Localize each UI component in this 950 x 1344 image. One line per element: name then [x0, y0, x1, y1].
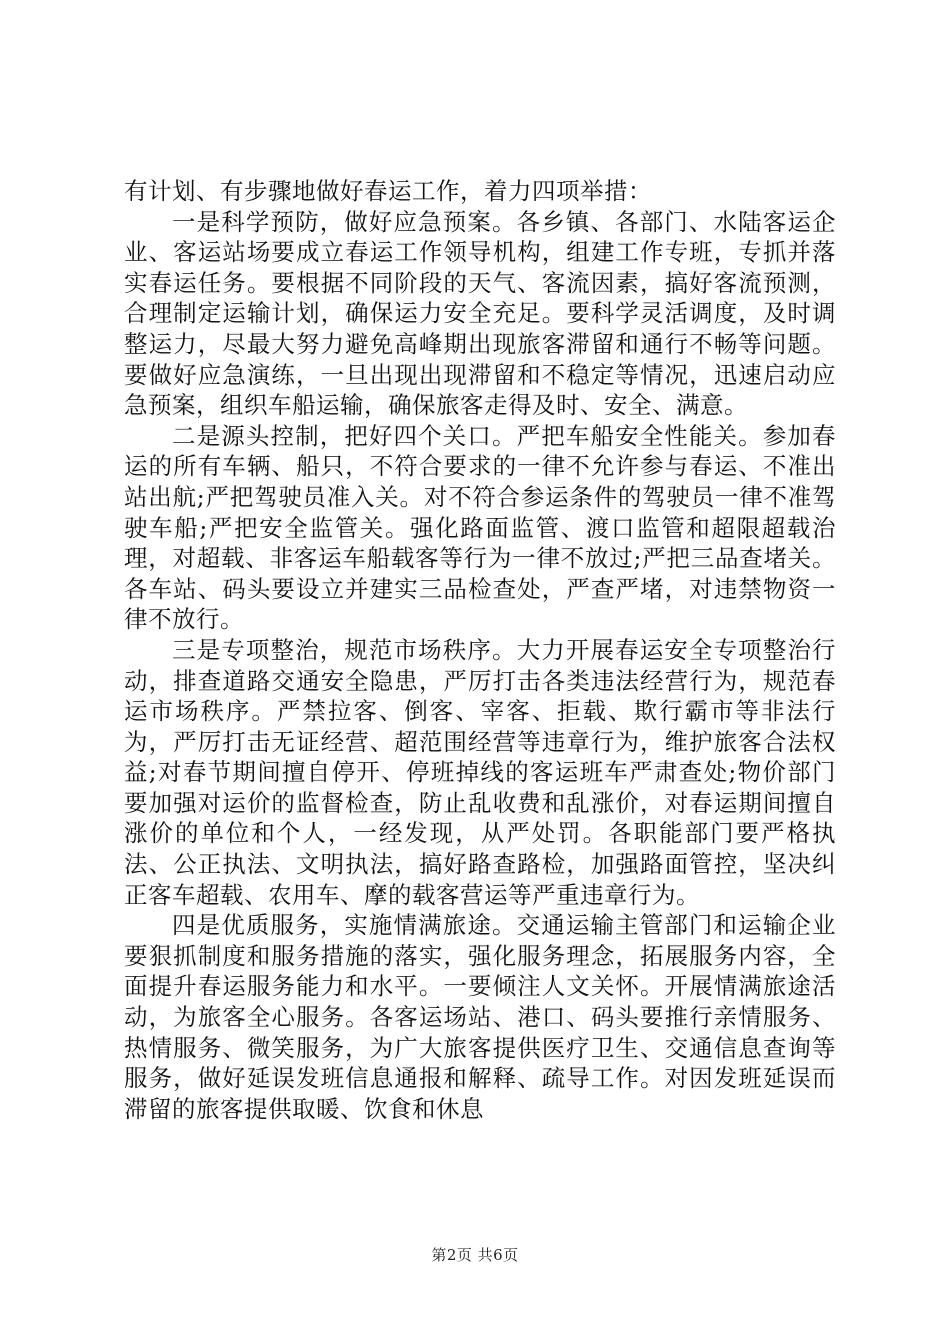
paragraph-measure-2: 二是源头控制，把好四个关口。严把车船安全性能关。参加春运的所有车辆、船只，不符合要求的一律不允许参与春运、不准出站出航;严把驾驶员准入关。对不符合参运条件的驾驶员一律不准驾驶车船;严把安全监管关。强化路面监管、渡口监管和超限超载治理，对超载、非客运车船载客等行为一律不放过;严把三品查堵关。各车站、码头要设立并建实三品检查处，严查严堵，对违禁物资一律不放行。 [124, 421, 836, 634]
paragraph-intro: 有计划、有步骤地做好春运工作，着力四项举措： [124, 177, 652, 205]
document-body [124, 176, 836, 1124]
paragraph-measure-4: 四是优质服务，实施情满旅途。交通运输主管部门和运输企业要狠抓制度和服务措施的落实，强化服务理念，拓展服务内容，全面提升春运服务能力和水平。一要倾注人文关怀。开展情满旅途活动，为旅客全心服务。各客运场站、港口、码头要推行亲情服务、热情服务、微笑服务，为广大旅客提供医疗卫生、交通信息查询等服务，做好延误发班信息通报和解释、疏导工作。对因发班延误而滞留的旅客提供取暖、饮食和休息 [124, 911, 836, 1123]
page-number-footer: 第2页 共6页 [431, 1246, 519, 1264]
paragraph-measure-1: 一是科学预防，做好应急预案。各乡镇、各部门、水陆客运企业、客运站场要成立春运工作领导机构，组建工作专班，专抓并落实春运任务。要根据不同阶段的天气、客流因素，搞好客流预测，合理制定运输计划，确保运力安全充足。要科学灵活调度，及时调整运力，尽最大努力避免高峰期出现旅客滞留和通行不畅等问题。要做好应急演练，一旦出现出现滞留和不稳定等情况，迅速启动应急预案，组织车船运输，确保旅客走得及时、安全、满意。 [124, 207, 836, 420]
paragraph-measure-3: 三是专项整治，规范市场秩序。大力开展春运安全专项整治行动，排查道路交通安全隐患，严厉打击各类违法经营行为，规范春运市场秩序。严禁拉客、倒客、宰客、拒载、欺行霸市等非法行为，严厉打击无证经营、超范围经营等违章行为，维护旅客合法权益;对春节期间擅自停开、停班掉线的客运班车严肃查处;物价部门要加强对运价的监督检查，防止乱收费和乱涨价，对春运期间擅自涨价的单位和个人，一经发现，从严处罚。各职能部门要严格执法、公正执法、文明执法，搞好路查路检，加强路面管控，坚决纠正客车超载、农用车、摩的载客营运等严重违章行为。 [124, 635, 836, 909]
